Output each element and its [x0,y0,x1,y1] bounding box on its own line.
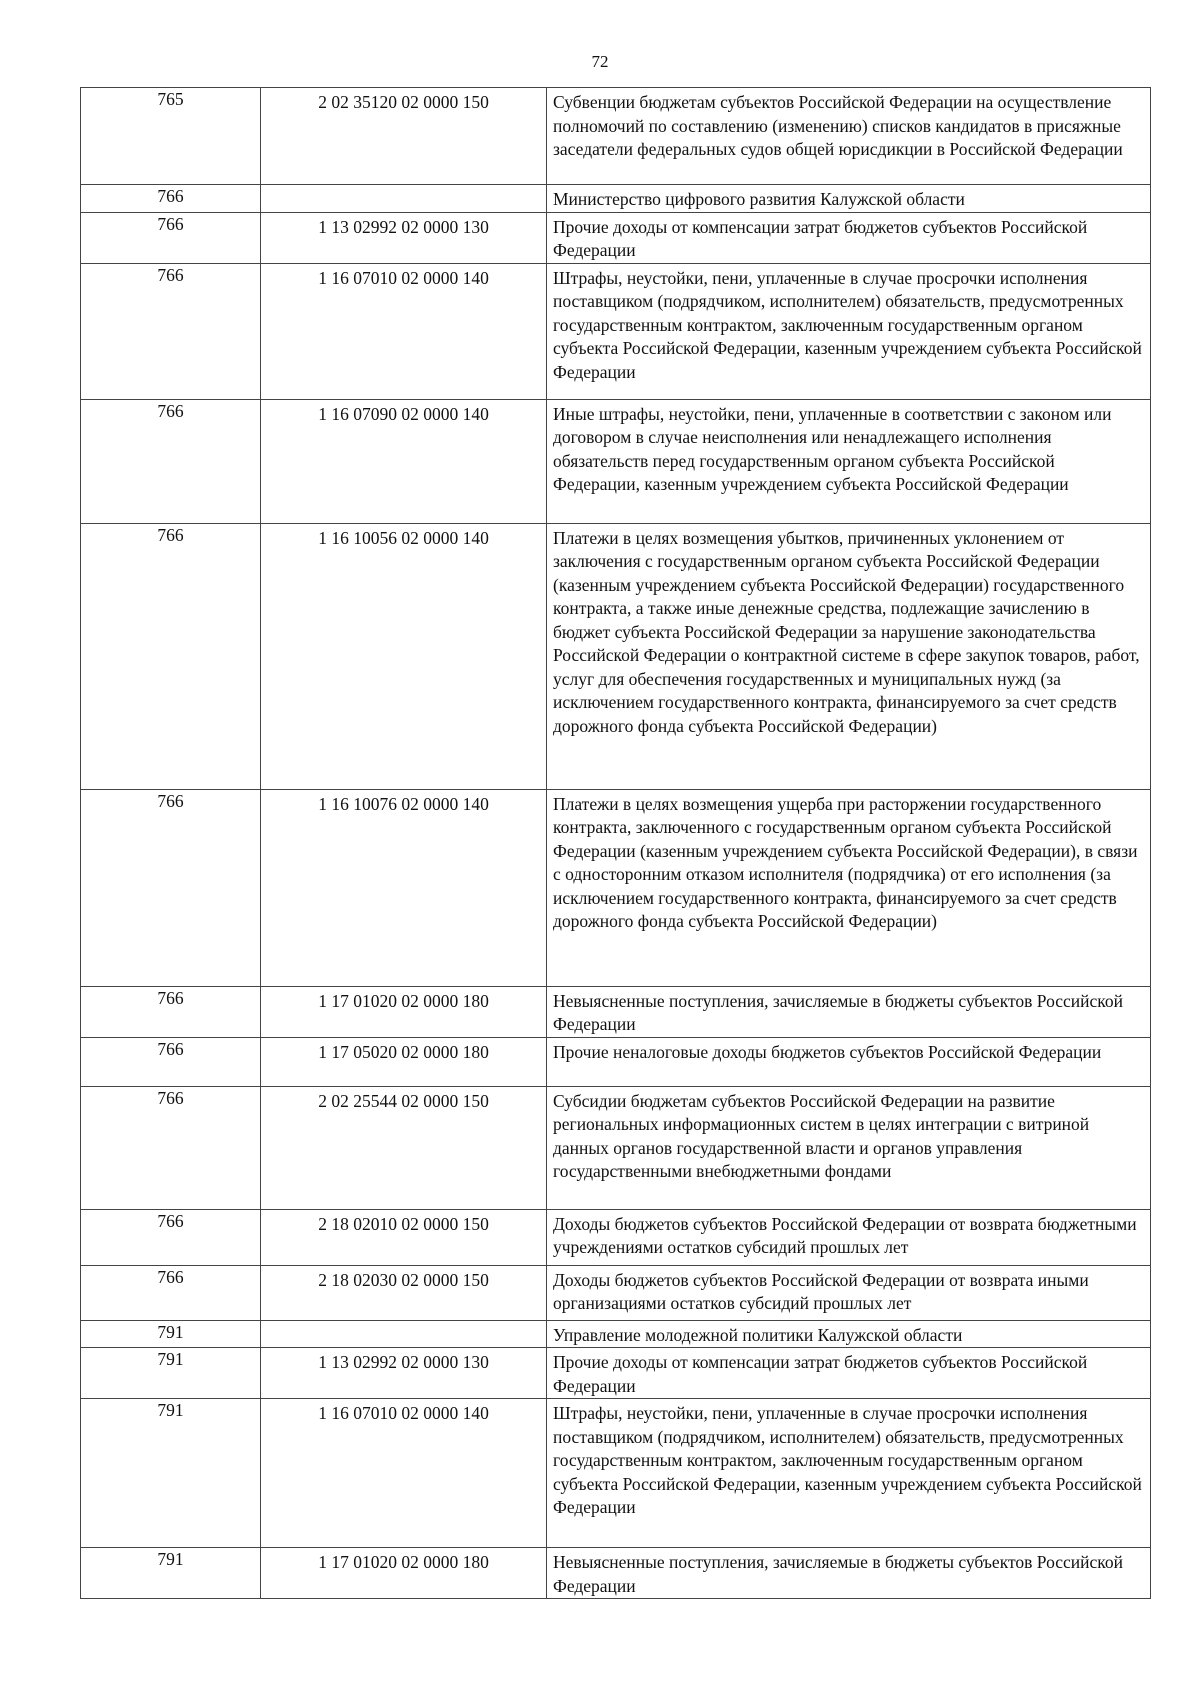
budget-code-cell: 1 16 07010 02 0000 140 [261,1399,547,1548]
table-row [81,399,1151,523]
description-cell: Иные штрафы, неустойки, пени, уплаченные в соответствии с законом или договором в случае неисполнения или ненадлежащего исполнения обязательств перед государственным органом субъекта Российской Федерации, казенным учреждением субъекта Российской Федерации [547,399,1151,523]
description-cell: Платежи в целях возмещения убытков, причиненных уклонением от заключения с государственным органом субъекта Российской Федерации (казенным учреждением субъекта Российской Федерации) государственного контракта, а также иные денежные средства, подлежащие зачислению в бюджет субъекта Российской Федерации за нарушение законодательства Российской Федерации о контрактной системе в сфере закупок товаров, работ, услуг для обеспечения государственных и муниципальных нужд (за исключением государственного контракта, финансируемого за счет средств дорожного фонда субъекта Российской Федерации) [547,523,1151,789]
admin-code-cell: 766 [81,789,261,986]
table-row [81,1348,1151,1399]
table-body [81,88,1151,1599]
revenue-codes-table [80,87,1151,1599]
admin-code-cell: 766 [81,1265,261,1320]
admin-code-cell: 766 [81,185,261,213]
admin-code-cell: 791 [81,1548,261,1599]
description-cell: Платежи в целях возмещения ущерба при расторжении государственного контракта, заключенного с государственным органом субъекта Российской Федерации (казенным учреждением субъекта Российской Федерации), в связи с односторонним отказом исполнителя (подрядчика) от его исполнения (за исключением государственного контракта, финансируемого за счет средств дорожного фонда субъекта Российской Федерации) [547,789,1151,986]
table-row [81,185,1151,213]
budget-code-cell: 1 17 01020 02 0000 180 [261,1548,547,1599]
budget-code-cell: 1 16 10056 02 0000 140 [261,523,547,789]
table-row [81,523,1151,789]
budget-code-cell [261,185,547,213]
table-row [81,1320,1151,1348]
page-number: 72 [591,52,609,71]
admin-code-cell: 791 [81,1399,261,1548]
description-cell: Штрафы, неустойки, пени, уплаченные в случае просрочки исполнения поставщиком (подрядчиком, исполнителем) обязательств, предусмотренных государственным контрактом, заключенным государственным органом субъекта Российской Федерации, казенным учреждением субъекта Российской Федерации [547,1399,1151,1548]
admin-code-cell: 766 [81,1209,261,1265]
description-cell: Доходы бюджетов субъектов Российской Федерации от возврата иными организациями остатков субсидий прошлых лет [547,1265,1151,1320]
description-cell: Прочие доходы от компенсации затрат бюджетов субъектов Российской Федерации [547,212,1151,263]
description-cell: Штрафы, неустойки, пени, уплаченные в случае просрочки исполнения поставщиком (подрядчиком, исполнителем) обязательств, предусмотренных государственным контрактом, заключенным государственным органом субъекта Российской Федерации, казенным учреждением субъекта Российской Федерации [547,263,1151,399]
description-cell: Невыясненные поступления, зачисляемые в бюджеты субъектов Российской Федерации [547,986,1151,1037]
table-row [81,1086,1151,1209]
budget-code-cell: 1 16 10076 02 0000 140 [261,789,547,986]
description-cell: Управление молодежной политики Калужской области [547,1320,1151,1348]
admin-code-cell: 791 [81,1348,261,1399]
budget-code-cell: 2 18 02010 02 0000 150 [261,1209,547,1265]
admin-code-cell: 766 [81,1037,261,1086]
table-row [81,1399,1151,1548]
admin-code-cell: 766 [81,263,261,399]
table-row [81,1209,1151,1265]
admin-code-cell: 766 [81,212,261,263]
description-cell: Министерство цифрового развития Калужской области [547,185,1151,213]
budget-code-cell: 2 02 25544 02 0000 150 [261,1086,547,1209]
budget-code-cell [261,1320,547,1348]
budget-code-cell: 1 13 02992 02 0000 130 [261,1348,547,1399]
budget-code-cell: 2 02 35120 02 0000 150 [261,88,547,185]
admin-code-cell: 791 [81,1320,261,1348]
budget-code-cell: 1 17 05020 02 0000 180 [261,1037,547,1086]
admin-code-cell: 766 [81,399,261,523]
admin-code-cell: 765 [81,88,261,185]
table-row [81,1265,1151,1320]
table-row [81,212,1151,263]
description-cell: Субсидии бюджетам субъектов Российской Федерации на развитие региональных информационных систем в целях интеграции с витриной данных органов государственной власти и органов управления государственными внебюджетными фондами [547,1086,1151,1209]
description-cell: Прочие доходы от компенсации затрат бюджетов субъектов Российской Федерации [547,1348,1151,1399]
table-row [81,1548,1151,1599]
admin-code-cell: 766 [81,523,261,789]
table-row [81,1037,1151,1086]
description-cell: Прочие неналоговые доходы бюджетов субъектов Российской Федерации [547,1037,1151,1086]
budget-code-cell: 2 18 02030 02 0000 150 [261,1265,547,1320]
budget-code-cell: 1 16 07090 02 0000 140 [261,399,547,523]
admin-code-cell: 766 [81,1086,261,1209]
budget-code-cell: 1 13 02992 02 0000 130 [261,212,547,263]
budget-code-cell: 1 16 07010 02 0000 140 [261,263,547,399]
table-row [81,263,1151,399]
description-cell: Субвенции бюджетам субъектов Российской Федерации на осуществление полномочий по составлению (изменению) списков кандидатов в присяжные заседатели федеральных судов общей юрисдикции в Российской Федерации [547,88,1151,185]
admin-code-cell: 766 [81,986,261,1037]
budget-code-cell: 1 17 01020 02 0000 180 [261,986,547,1037]
table-row [81,986,1151,1037]
description-cell: Доходы бюджетов субъектов Российской Федерации от возврата бюджетными учреждениями остатков субсидий прошлых лет [547,1209,1151,1265]
table-row [81,88,1151,185]
table-row [81,789,1151,986]
description-cell: Невыясненные поступления, зачисляемые в бюджеты субъектов Российской Федерации [547,1548,1151,1599]
